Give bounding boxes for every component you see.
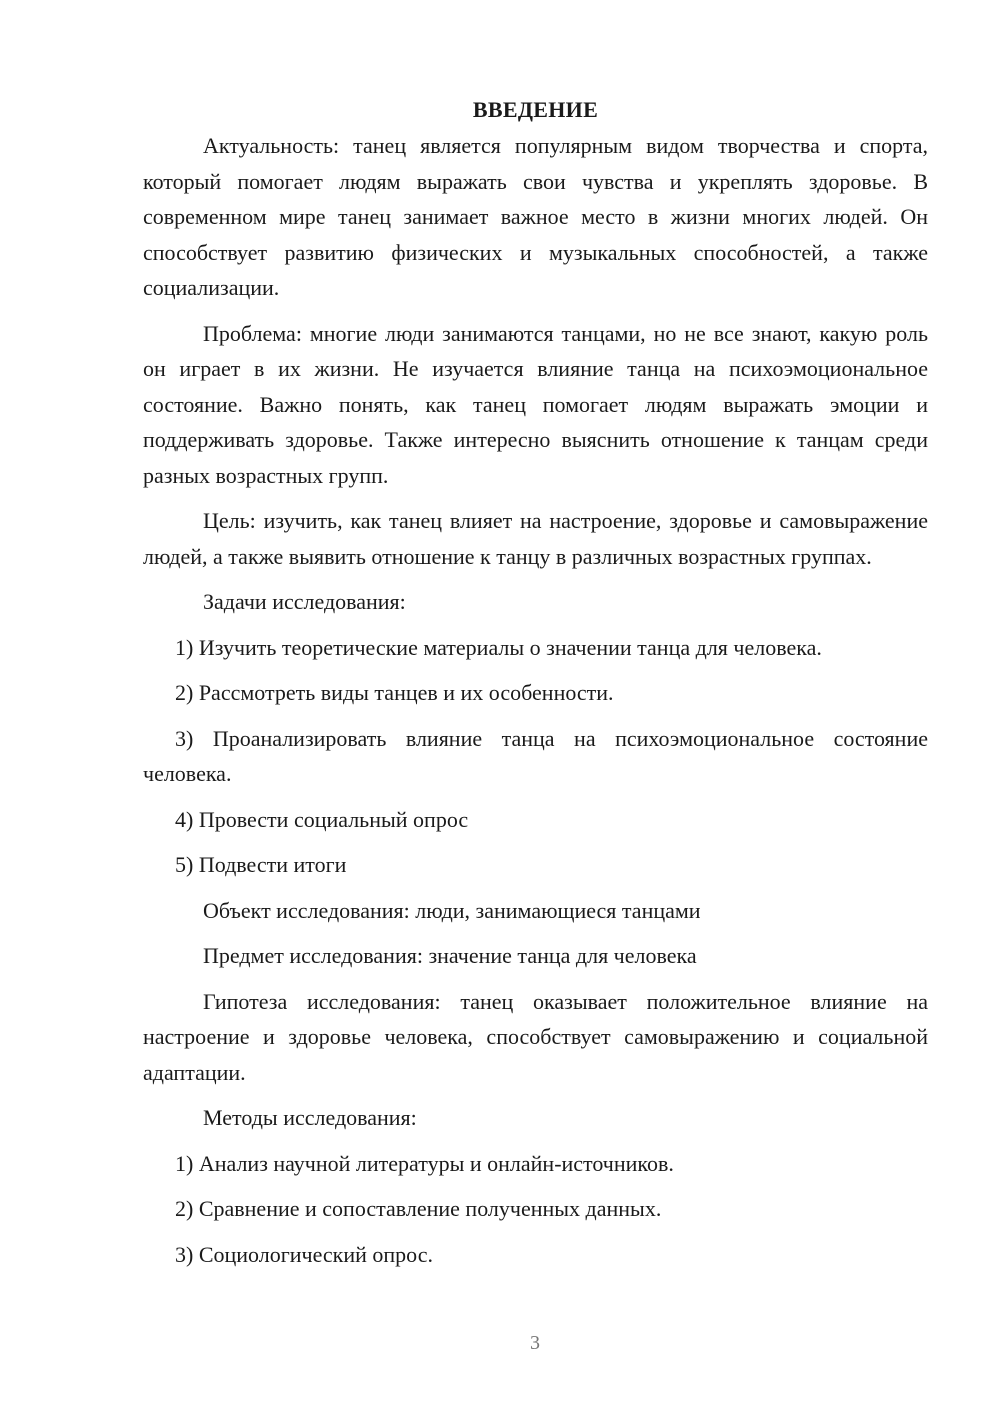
task-item-3: 3) Проанализировать влияние танца на психоэмоциональное состояние человека.	[143, 725, 928, 786]
task-item-2: 2) Рассмотреть виды танцев и их особенности.	[175, 680, 614, 705]
research-object: Объект исследования: люди, занимающиеся танцами	[203, 897, 701, 923]
document-page	[143, 92, 928, 1282]
task-item-5: 5) Подвести итоги	[175, 852, 347, 877]
tasks-heading: Задачи исследования:	[203, 589, 406, 614]
methods-heading: Методы исследования:	[203, 1105, 417, 1130]
page-title: ВВЕДЕНИЕ	[472, 97, 599, 122]
method-item-1: 1) Анализ научной литературы и онлайн-источников.	[175, 1150, 674, 1176]
hypothesis-paragraph: Гипотеза исследования: танец оказывает положительное влияние на настроение и здоровье человека, способствует самовыражению и социальной адаптации.	[143, 988, 928, 1085]
task-item-4: 4) Провести социальный опрос	[175, 806, 469, 832]
problem-paragraph: Проблема: многие люди занимаются танцами, но не все знают, какую роль он играет в их жизни. Не изучается влияние танца на психоэмоциональное состояние. Важно понять, как танец помогает людям выражать эмоции и поддерживать здоровье. Также интересно выяснить отношение к танцам среди разных возрастных групп.	[143, 320, 928, 488]
method-item-2: 2) Сравнение и сопоставление полученных данных.	[175, 1196, 662, 1221]
research-subject: Предмет исследования: значение танца для человека	[203, 943, 697, 968]
page-number: 3	[530, 1332, 540, 1354]
method-item-3: 3) Социологический опрос.	[175, 1241, 433, 1267]
goal-paragraph: Цель: изучить, как танец влияет на настроение, здоровье и самовыражение людей, а также выявить отношение к танцу в различных возрастных группах.	[143, 508, 928, 569]
relevance-paragraph: Актуальность: танец является популярным видом творчества и спорта, который помогает людям выражать свои чувства и укреплять здоровье. В современном мире танец занимает важное место в жизни многих людей. Он способствует развитию физических и музыкальных способностей, а также социализации.	[143, 133, 928, 300]
task-item-1: 1) Изучить теоретические материалы о значении танца для человека.	[175, 634, 822, 660]
